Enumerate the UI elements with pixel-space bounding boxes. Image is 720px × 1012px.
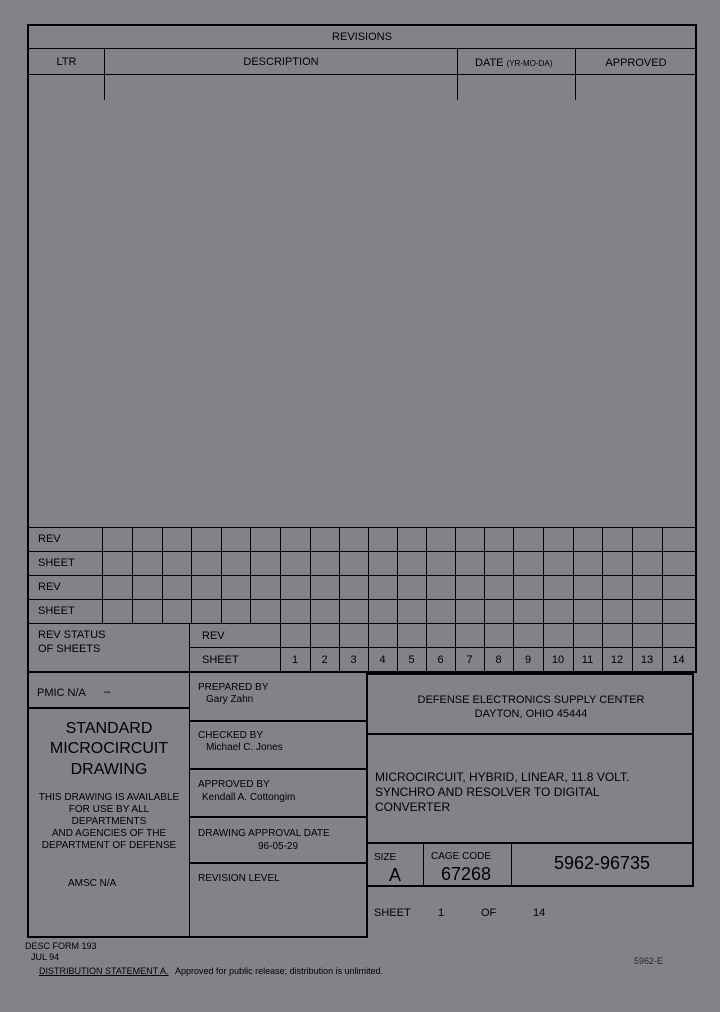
availability-line: THIS DRAWING IS AVAILABLE	[38, 792, 180, 803]
prepared-by-label: PREPARED BY	[198, 682, 269, 693]
grid-divider	[632, 527, 633, 623]
sheet-number-cell: 9	[524, 654, 532, 666]
form-number: DESC FORM 193	[25, 941, 97, 951]
distribution-statement-text: Approved for public release; distribution is unlimited.	[175, 966, 384, 976]
grid-divider	[221, 527, 222, 623]
sheet-total: 14	[533, 907, 546, 919]
grid-divider	[191, 527, 192, 623]
date-header	[475, 57, 552, 70]
grid-divider	[426, 527, 427, 623]
description-header: DESCRIPTION	[243, 56, 319, 68]
drawing-number: 5962-96735	[553, 853, 651, 873]
distribution-statement	[39, 966, 383, 976]
grid-divider	[602, 527, 603, 623]
drawing-title-line: SYNCHRO AND RESOLVER TO DIGITAL	[375, 785, 600, 799]
cage-code-label: CAGE CODE	[431, 851, 492, 862]
sheet-number-cell: 7	[466, 654, 473, 666]
sheet-number-cell: 10	[551, 654, 565, 666]
checked-by-label: CHECKED BY	[198, 730, 264, 741]
agency-name: DEFENSE ELECTRONICS SUPPLY CENTER	[417, 694, 645, 706]
availability-line: DEPARTMENTS	[71, 816, 147, 827]
footer-code: 5962-E	[634, 956, 664, 966]
of-label: OF	[481, 907, 497, 919]
sheet-number: 1	[438, 907, 445, 919]
drawing-title-line: CONVERTER	[375, 800, 451, 814]
checked-by-name: Michael C. Jones	[206, 742, 283, 753]
grid-divider	[397, 527, 398, 623]
approved-by-name: Kendall A. Cottongim	[202, 792, 296, 803]
pmic-label: PMIC N/A	[37, 687, 86, 699]
prepared-by-name: Gary Zahn	[206, 694, 254, 705]
availability-line: DEPARTMENT OF DEFENSE	[41, 840, 177, 851]
sheet-number-cell: 13	[640, 654, 654, 666]
date-header-label: DATE	[475, 57, 504, 69]
grid-row-label: SHEET	[38, 557, 75, 569]
agency-location: DAYTON, OHIO 45444	[474, 708, 588, 720]
sheet-number-cell: 4	[379, 654, 386, 666]
size-value: A	[389, 865, 402, 885]
sheet-number-cell: 8	[495, 654, 502, 666]
grid-row-label: REV	[38, 533, 61, 545]
sheet-number-cell: 14	[672, 654, 685, 666]
sheet-number-cell: 3	[350, 654, 357, 666]
grid-divider	[543, 527, 544, 623]
std-title-1: STANDARD	[65, 720, 153, 737]
grid-row-label: REV	[38, 581, 61, 593]
grid-divider	[484, 527, 485, 623]
grid-divider	[250, 527, 251, 623]
form-date: JUL 94	[31, 952, 60, 962]
rev-status-label: REV STATUS	[38, 629, 106, 641]
approval-date-label: DRAWING APPROVAL DATE	[198, 828, 330, 839]
grid-divider	[513, 527, 514, 623]
availability-line: AND AGENCIES OF THE	[51, 828, 167, 839]
sheet-label: SHEET	[202, 654, 239, 666]
ltr-header: LTR	[56, 56, 77, 68]
grid-divider	[132, 527, 133, 623]
grid-divider	[162, 527, 163, 623]
sheet-number-cell: 6	[437, 654, 444, 666]
amsc-label: AMSC N/A	[68, 878, 117, 889]
grid-divider	[368, 527, 369, 623]
std-title-2: MICROCIRCUIT	[49, 740, 169, 757]
of-sheets-label: OF SHEETS	[38, 643, 101, 655]
sheet-number-cell: 11	[581, 654, 594, 666]
distribution-statement-label: DISTRIBUTION STATEMENT A.	[39, 966, 169, 976]
revisions-title: REVISIONS	[332, 31, 392, 43]
grid-divider	[455, 527, 456, 623]
approved-header: APPROVED	[605, 57, 667, 69]
sheet-number-cell: 12	[610, 654, 624, 666]
grid-divider	[280, 527, 281, 623]
approval-date: 96-05-29	[258, 841, 299, 852]
availability-line: FOR USE BY ALL	[68, 804, 150, 815]
sheet-label: SHEET	[374, 907, 411, 919]
std-title-3: DRAWING	[70, 761, 148, 778]
drawing-title-line: MICROCIRCUIT, HYBRID, LINEAR, 11.8 VOLT.	[375, 770, 630, 784]
sheet-number-cell: 5	[408, 654, 415, 666]
sheet-number-cell: 1	[291, 654, 299, 666]
approved-by-label: APPROVED BY	[198, 779, 270, 790]
grid-divider	[573, 527, 574, 623]
grid-divider	[339, 527, 340, 623]
sheet-number-cell: 2	[321, 654, 328, 666]
rev-label: REV	[202, 630, 225, 642]
size-label: SIZE	[374, 852, 397, 863]
grid-divider	[310, 527, 311, 623]
date-format: (YR-MO-DA)	[506, 59, 553, 68]
grid-divider	[102, 527, 103, 623]
grid-divider	[662, 527, 663, 623]
grid-row-label: SHEET	[38, 605, 75, 617]
cage-code-value: 67268	[441, 864, 492, 884]
pmic-dash: –	[104, 686, 111, 698]
revision-level-label: REVISION LEVEL	[198, 873, 280, 884]
